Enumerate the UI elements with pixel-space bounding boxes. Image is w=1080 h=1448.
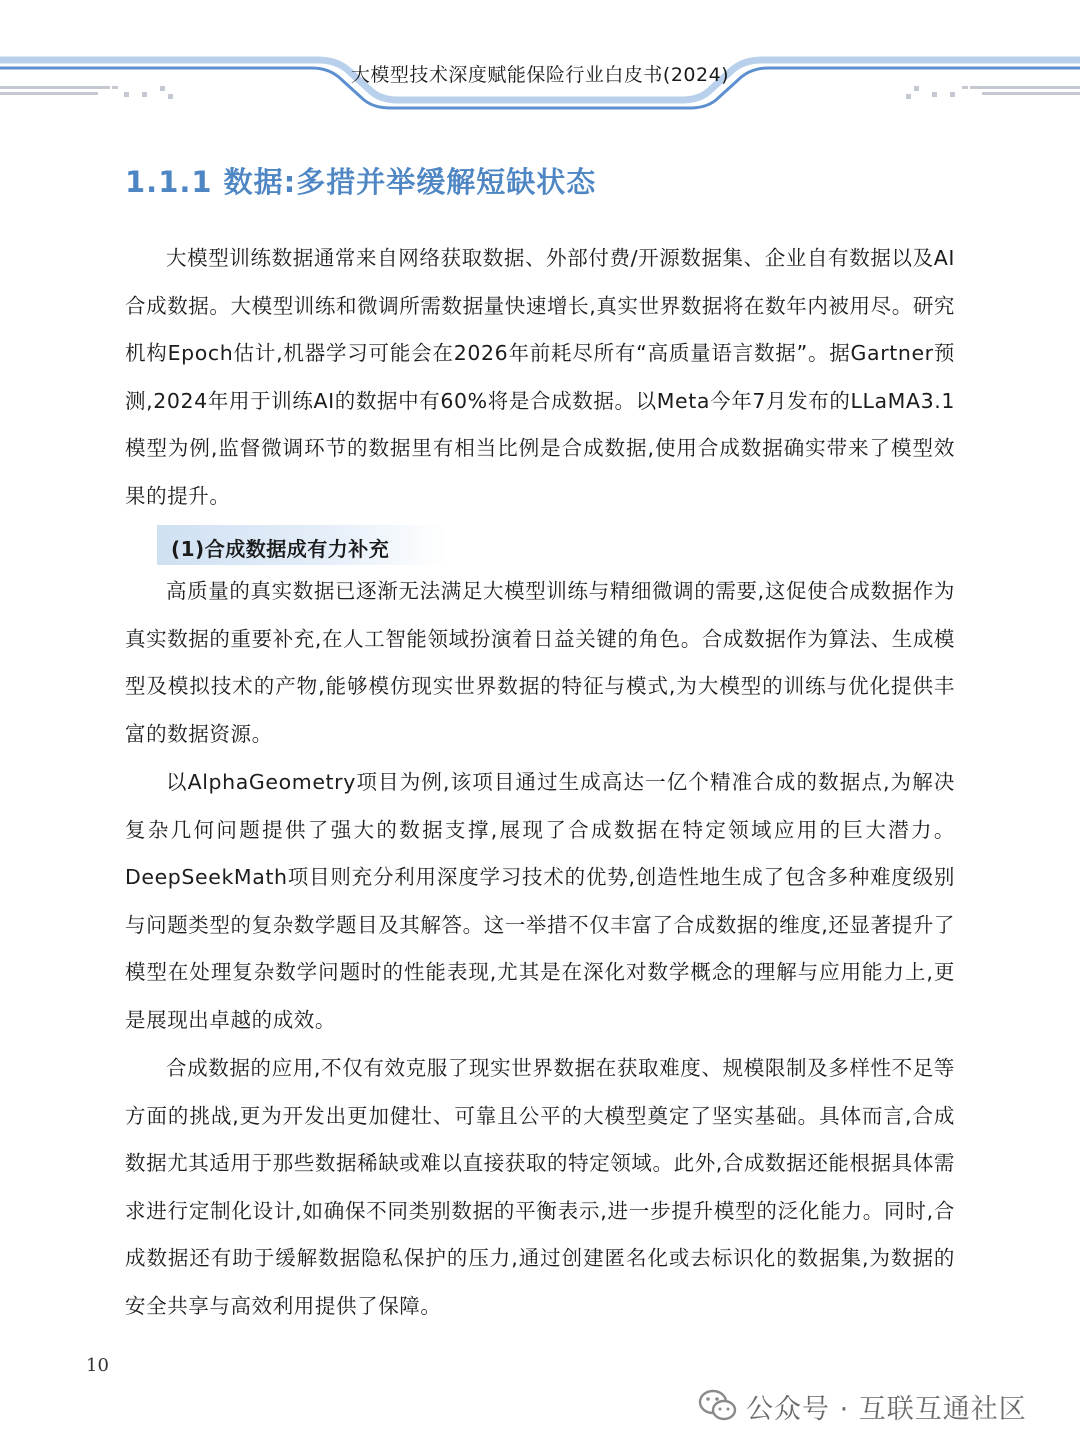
- body-paragraph-1: 高质量的真实数据已逐渐无法满足大模型训练与精细微调的需要,这促使合成数据作为真实数据的重要补充,在人工智能领域扮演着日益关键的角色。合成数据作为算法、生成模型及模拟技术的产物,能够模仿现实世界数据的特征与模式,为大模型的训练与优化提供丰富的数据资源。: [125, 579, 956, 746]
- wechat-icon: [698, 1388, 738, 1424]
- header-band-decoration: [0, 0, 1080, 115]
- body-paragraph-2: 以AlphaGeometry项目为例,该项目通过生成高达一亿个精准合成的数据点,为解决复杂几何问题提供了强大的数据支撑,展现了合成数据在特定领域应用的巨大潜力。DeepSeekMath项目则充分利用深度学习技术的优势,创造性地生成了包含多种难度级别与问题类型的复杂数学题目及其解答。这一举措不仅丰富了合成数据的维度,还显著提升了模型在处理复杂数学问题时的性能表现,尤其是在深化对数学概念的理解与应用能力上,更是展现出卓越的成效。: [125, 770, 956, 1032]
- subsection-heading: [157, 525, 447, 565]
- page-number: 10: [86, 1355, 109, 1376]
- body-paragraph-3: 合成数据的应用,不仅有效克服了现实世界数据在获取难度、规模限制及多样性不足等方面的挑战,更为开发出更加健壮、可靠且公平的大模型奠定了坚实基础。具体而言,合成数据尤其适用于那些数据稀缺或难以直接获取的特定领域。此外,合成数据还能根据具体需求进行定制化设计,如确保不同类别数据的平衡表示,进一步提升模型的泛化能力。同时,合成数据还有助于缓解数据隐私保护的压力,通过创建匿名化或去标识化的数据集,为数据的安全共享与高效利用提供了保障。: [125, 1056, 956, 1318]
- header-title: 大模型技术深度赋能保险行业白皮书(2024): [350, 64, 730, 86]
- section-title: 1.1.1 数据:多措并举缓解短缺状态: [125, 165, 597, 199]
- page-header: [0, 0, 1080, 115]
- subsection-title: (1)合成数据成有力补充: [171, 537, 390, 561]
- intro-paragraph: 大模型训练数据通常来自网络获取数据、外部付费/开源数据集、企业自有数据以及AI合成数据。大模型训练和微调所需数据量快速增长,真实世界数据将在数年内被用尽。研究机构Epoch估计,机器学习可能会在2026年前耗尽所有“高质量语言数据”。据Gartner预测,2024年用于训练AI的数据中有60%将是合成数据。以Meta今年7月发布的LLaMA3.1模型为例,监督微调环节的数据里有相当比例是合成数据,使用合成数据确实带来了模型效果的提升。: [125, 246, 956, 508]
- watermark-text: 公众号 · 互联互通社区: [746, 1394, 1027, 1425]
